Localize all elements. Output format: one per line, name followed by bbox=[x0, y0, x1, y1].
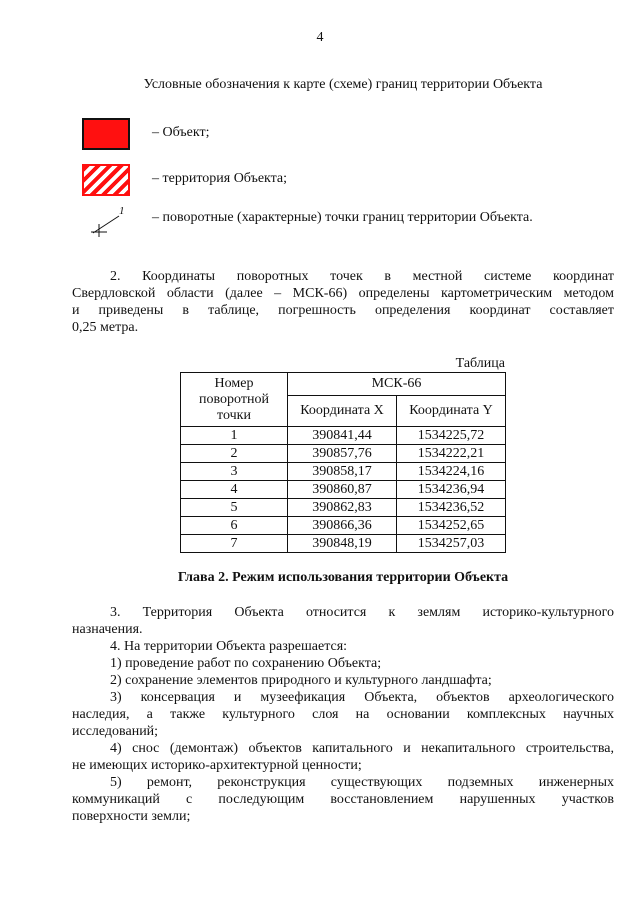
table-row bbox=[181, 481, 506, 499]
cell-coordinate-x: 390858,17 bbox=[288, 463, 397, 481]
legend-label-territory: – территория Объекта; bbox=[152, 171, 288, 186]
legend-item-object bbox=[82, 118, 209, 148]
cell-point-number: 5 bbox=[181, 499, 288, 517]
table-caption: Таблица bbox=[455, 356, 505, 371]
section-line: 2) сохранение элементов природного и культурного ландшафта; bbox=[110, 673, 492, 688]
cell-point-number: 6 bbox=[181, 517, 288, 535]
section-line: 5) ремонт, реконструкция существующих подземных инженерных bbox=[110, 775, 614, 790]
header-point-number: Номер поворотной точки bbox=[181, 373, 288, 427]
cell-coordinate-y: 1534257,03 bbox=[397, 535, 506, 553]
table-row bbox=[181, 445, 506, 463]
section-line: исследований; bbox=[72, 724, 159, 739]
cell-coordinate-x: 390841,44 bbox=[288, 427, 397, 445]
table-row bbox=[181, 535, 506, 553]
legend-title: Условные обозначения к карте (схеме) границ территории Объекта bbox=[143, 77, 543, 92]
cell-coordinate-y: 1534236,52 bbox=[397, 499, 506, 517]
cell-coordinate-x: 390848,19 bbox=[288, 535, 397, 553]
cell-coordinate-y: 1534225,72 bbox=[397, 427, 506, 445]
cell-point-number: 3 bbox=[181, 463, 288, 481]
turning-point-marker-label: 1 bbox=[119, 205, 125, 217]
section-3 bbox=[72, 604, 614, 825]
paragraph-2-line: Свердловской области (далее – МСК-66) определены картометрическим методом bbox=[72, 286, 614, 301]
legend-item-territory bbox=[82, 164, 287, 194]
paragraph-2 bbox=[72, 268, 614, 336]
table-row bbox=[181, 499, 506, 517]
legend-item-turning-points bbox=[82, 203, 533, 233]
section-line: 4) снос (демонтаж) объектов капитального и некапитального строительства, bbox=[110, 741, 614, 756]
section-line: поверхности земли; bbox=[72, 809, 191, 824]
cell-coordinate-x: 390862,83 bbox=[288, 499, 397, 517]
table-row bbox=[181, 463, 506, 481]
section-line: назначения. bbox=[72, 622, 143, 637]
header-coordinate-y: Координата Y bbox=[397, 396, 506, 427]
chapter-title: Глава 2. Режим использования территории Объекта bbox=[177, 570, 509, 585]
cell-coordinate-y: 1534236,94 bbox=[397, 481, 506, 499]
section-line: не имеющих историко-архитектурной ценности; bbox=[72, 758, 362, 773]
coordinates-table bbox=[180, 372, 506, 553]
section-line: 4. На территории Объекта разрешается: bbox=[110, 639, 348, 654]
cell-point-number: 7 bbox=[181, 535, 288, 553]
paragraph-2-line: 0,25 метра. bbox=[72, 320, 139, 335]
section-line: 3) консервация и музеефикация Объекта, объектов археологического bbox=[110, 690, 614, 705]
cell-coordinate-y: 1534224,16 bbox=[397, 463, 506, 481]
page-number: 4 bbox=[316, 30, 324, 45]
section-line: коммуникаций с последующим восстановлением нарушенных участков bbox=[72, 792, 614, 807]
paragraph-2-line: 2. Координаты поворотных точек в местной системе координат bbox=[110, 269, 614, 284]
cell-point-number: 1 bbox=[181, 427, 288, 445]
cell-coordinate-x: 390857,76 bbox=[288, 445, 397, 463]
header-msk66: МСК-66 bbox=[288, 373, 506, 396]
section-line: 1) проведение работ по сохранению Объекта; bbox=[110, 656, 382, 671]
legend-label-turning-points: – поворотные (характерные) точки границ территории Объекта. bbox=[152, 210, 533, 225]
solid-red-rect-icon bbox=[82, 118, 130, 150]
cell-coordinate-x: 390866,36 bbox=[288, 517, 397, 535]
legend-label-object: – Объект; bbox=[152, 125, 210, 140]
table-row bbox=[181, 427, 506, 445]
hatched-red-rect-icon bbox=[82, 164, 130, 196]
cell-point-number: 2 bbox=[181, 445, 288, 463]
table-row bbox=[181, 517, 506, 535]
paragraph-2-line: и приведены в таблице, погрешность определения координат составляет bbox=[72, 303, 614, 318]
header-coordinate-x: Координата X bbox=[288, 396, 397, 427]
turning-point-marker-icon bbox=[82, 203, 130, 237]
cell-coordinate-y: 1534252,65 bbox=[397, 517, 506, 535]
cell-coordinate-x: 390860,87 bbox=[288, 481, 397, 499]
cell-point-number: 4 bbox=[181, 481, 288, 499]
section-line: наследия, а также культурного слоя на основании комплексных научных bbox=[72, 707, 614, 722]
section-line: 3. Территория Объекта относится к землям историко-культурного bbox=[110, 605, 614, 620]
cell-coordinate-y: 1534222,21 bbox=[397, 445, 506, 463]
